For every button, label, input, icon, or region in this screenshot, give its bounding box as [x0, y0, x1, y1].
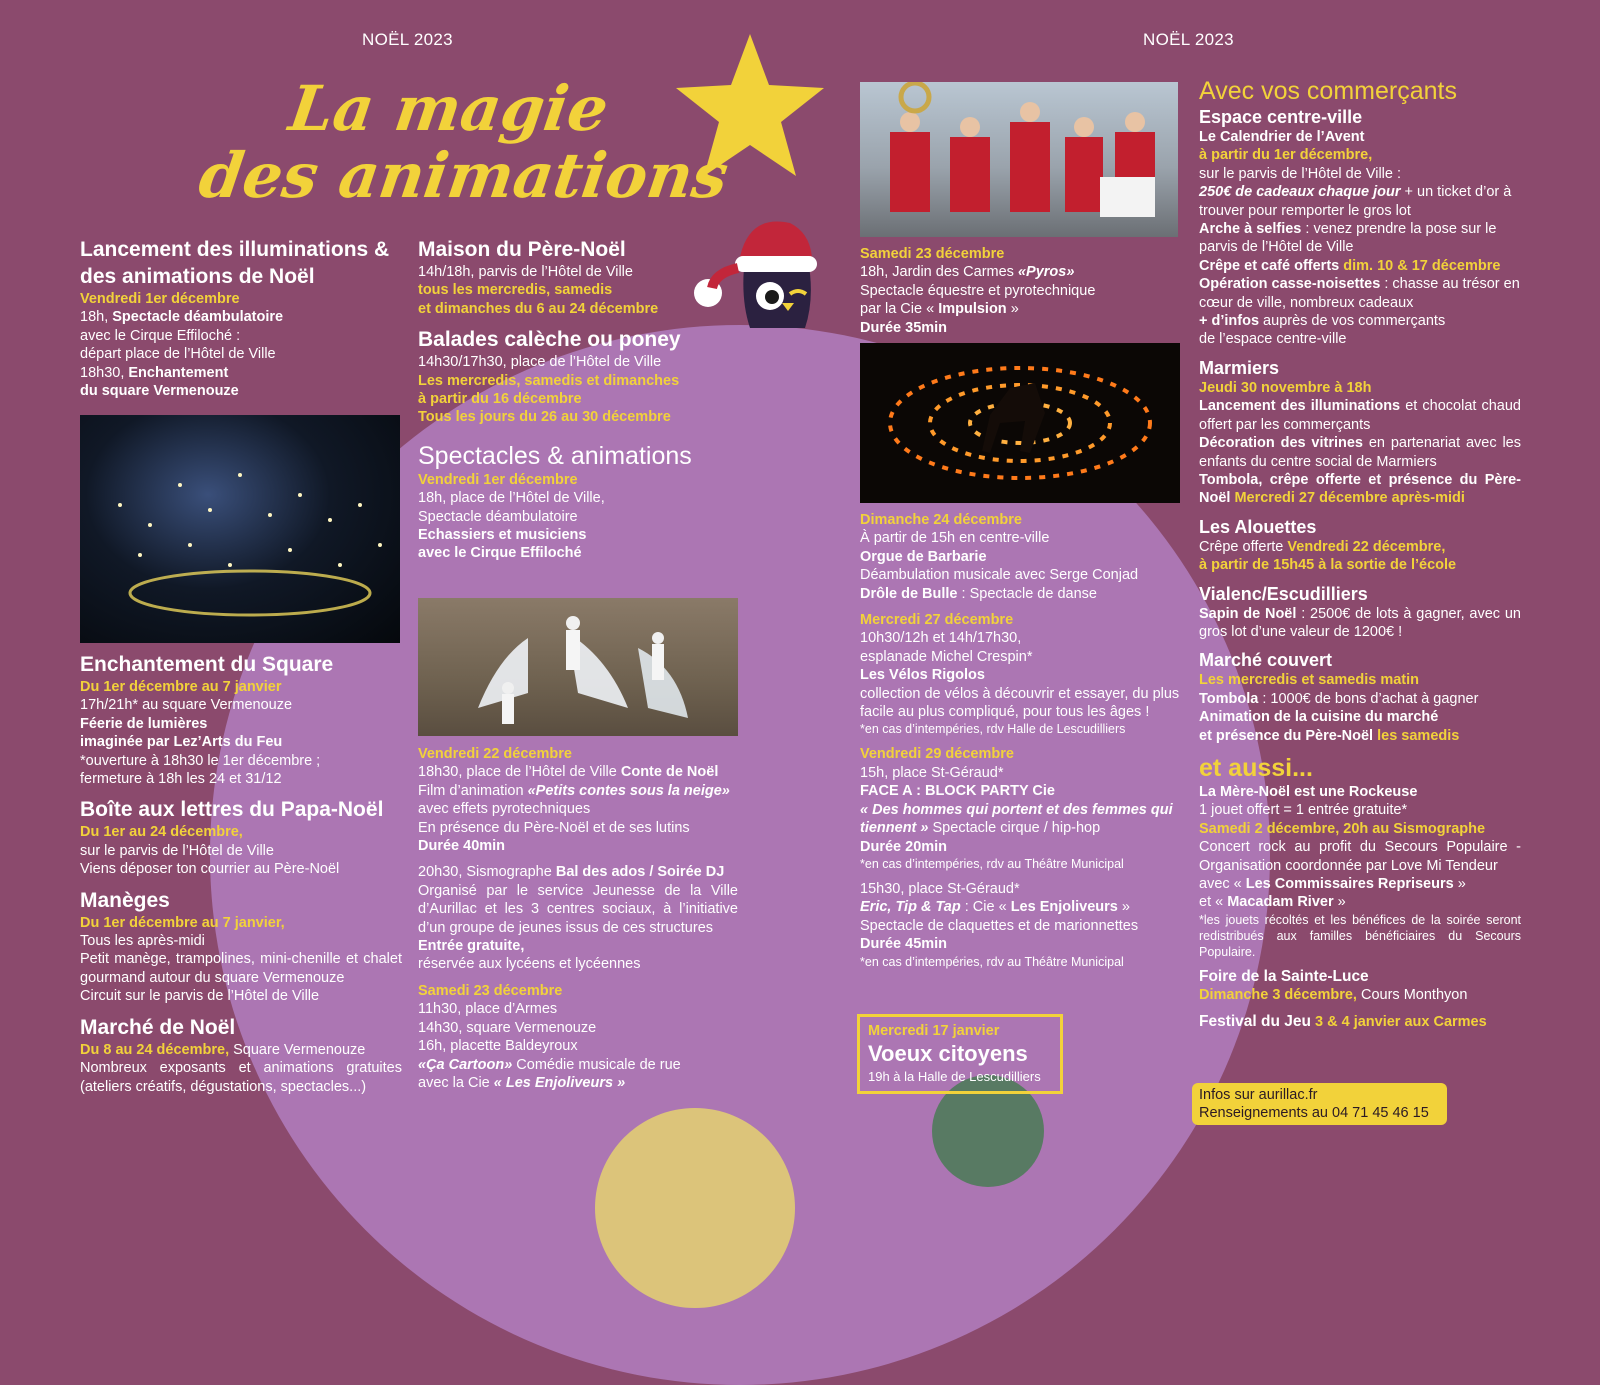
box-line: 19h à la Halle de Lescudilliers	[868, 1069, 1041, 1084]
event-line: Foire de la Sainte-Luce	[1199, 967, 1369, 985]
event-line: Tous les après-midi	[80, 933, 205, 950]
event-line: 10h30/12h et 14h/17h30,	[860, 630, 1022, 647]
event-line: + d’infos auprès de vos commerçants	[1199, 313, 1446, 330]
event-line: et « Macadam River »	[1199, 894, 1346, 911]
event-date: Jeudi 30 novembre à 18h	[1199, 379, 1372, 396]
event-date: Les mercredis et samedis matin	[1199, 672, 1420, 689]
event-line: Crêpe et café offerts dim. 10 & 17 décembre	[1199, 257, 1501, 274]
photo-illuminated-square	[80, 415, 400, 643]
section-heading: Marché de Noël	[80, 1015, 236, 1039]
section-heading: Manèges	[80, 888, 170, 912]
event-line: 17h/21h* au square Vermenouze	[80, 697, 293, 714]
event-line: 250€ de cadeaux chaque jour + un ticket d’or à trouver pour remporter le gros lot	[1199, 184, 1512, 219]
event-line: 11h30, place d’Armes	[418, 1001, 558, 1018]
event-line: Spectacle équestre et pyrotechnique	[860, 282, 1096, 299]
event-date: Du 1er au 24 décembre,	[80, 824, 243, 841]
event-line: Lancement des illuminations et chocolat chaud offert par les commerçants	[1199, 398, 1522, 433]
event-date: Samedi 23 décembre	[418, 982, 563, 999]
column-c	[860, 245, 1182, 337]
section-heading: et aussi...	[1199, 753, 1313, 782]
info-box	[1192, 1083, 1447, 1125]
event-date: Samedi 2 décembre, 20h au Sismographe	[1199, 820, 1486, 837]
event-line: avec la Cie « Les Enjoliveurs »	[418, 1074, 626, 1091]
event-line: Nombreux exposants et animations gratuites (ateliers créatifs, dégustations, spectacles...)	[80, 1060, 402, 1095]
event-line: *ouverture à 18h30 le 1er décembre ;	[80, 752, 321, 769]
event-line: par la Cie « Impulsion »	[860, 301, 1019, 318]
event-line: Animation de la cuisine du marché	[1199, 709, 1439, 726]
event-date: à partir du 16 décembre	[418, 391, 582, 408]
sand-bubble	[595, 1108, 795, 1308]
section-heading: Maison du Père-Noël	[418, 238, 626, 261]
header-left: NOËL 2023	[362, 30, 453, 49]
event-line: Arche à selfies : venez prendre la pose sur le parvis de l’Hôtel de Ville	[1199, 221, 1497, 256]
event-line: 15h30, place St-Géraud*	[860, 880, 1020, 897]
voeux-box	[857, 1014, 1063, 1094]
event-line: collection de vélos à découvrir et essayer, du plus facile au plus compliqué, pour tous les âges !	[860, 685, 1180, 721]
event-line: 18h30, place de l’Hôtel de Ville Conte de Noël	[418, 764, 719, 781]
event-date: Dimanche 24 décembre	[860, 512, 1022, 528]
event-line: 14h/18h, parvis de l’Hôtel de Ville	[418, 264, 633, 280]
section-heading: Vialenc/Escudilliers	[1199, 583, 1368, 604]
event-line: Tombola : 1000€ de bons d’achat à gagner	[1199, 690, 1479, 707]
event-date: Mercredi 27 décembre	[860, 612, 1014, 629]
title-line-2: des animations	[194, 139, 733, 212]
event-date: Vendredi 1er décembre	[80, 291, 240, 307]
event-line: 20h30, Sismographe Bal des ados / Soirée DJ	[418, 864, 725, 881]
event-line: sur le parvis de l’Hôtel de Ville :	[1199, 165, 1402, 182]
section-heading: Espace centre-ville	[1199, 107, 1363, 127]
section-heading: Spectacles & animations	[418, 441, 692, 470]
event-line: En présence du Père-Noël et de ses lutins	[418, 819, 690, 836]
event-line: Le Calendrier de l’Avent	[1199, 129, 1365, 145]
event-line: départ place de l’Hôtel de Ville	[80, 346, 276, 363]
event-line: Spectacle de claquettes et de marionnettes	[860, 917, 1139, 934]
event-line: Entrée gratuite,	[418, 938, 525, 955]
info-website[interactable]: Infos sur aurillac.fr	[1199, 1087, 1318, 1103]
event-note: *en cas d’intempéries, rdv Halle de Lescudilliers	[860, 722, 1126, 737]
event-line: Drôle de Bulle : Spectacle de danse	[860, 585, 1097, 602]
event-line: de l’espace centre-ville	[1199, 331, 1347, 348]
event-date: Samedi 23 décembre	[860, 246, 1005, 262]
event-line: du square Vermenouze	[80, 383, 239, 400]
event-line: Circuit sur le parvis de l’Hôtel de Ville	[80, 988, 320, 1005]
event-line: La Mère-Noël est une Rockeuse	[1199, 783, 1418, 800]
event-line: Film d’animation «Petits contes sous la neige»	[418, 782, 730, 799]
event-line: «Ça Cartoon» Comédie musicale de rue	[418, 1056, 681, 1073]
event-date: Les mercredis, samedis et dimanches	[418, 372, 680, 389]
event-line: 14h30/17h30, place de l’Hôtel de Ville	[418, 354, 662, 371]
photo-fire-horse	[860, 343, 1180, 503]
event-line: Durée 20min	[860, 838, 948, 855]
event-note: *les jouets récoltés et les bénéfices de la soirée seront redistribués aux familles bénéficiaires du Secours Populaire.	[1199, 912, 1521, 959]
event-line: 18h, place de l’Hôtel de Ville,	[418, 490, 605, 507]
event-line: À partir de 15h en centre-ville	[860, 530, 1050, 547]
section-heading: Marmiers	[1199, 357, 1280, 378]
event-line: Sapin de Noël : 2500€ de lots à gagner, avec un gros lot d’une valeur de 1200€ !	[1199, 605, 1521, 640]
photo-stilt-walkers	[418, 598, 738, 736]
event-line: 15h, place St-Géraud*	[860, 764, 1004, 781]
title-line-1: La magie	[284, 72, 613, 145]
event-date: à partir de 15h45 à la sortie de l’école	[1199, 557, 1457, 574]
event-line: Les Vélos Rigolos	[860, 667, 985, 684]
column-c-lower	[860, 511, 1182, 970]
header-right: NOËL 2023	[1143, 30, 1234, 49]
box-date: Mercredi 17 janvier	[868, 1023, 1000, 1039]
section-heading: Boîte aux lettres du Papa-Noël	[80, 798, 384, 822]
event-line: avec « Les Commissaires Repriseurs »	[1199, 876, 1466, 892]
event-line: « Des hommes qui portent et des femmes qui tiennent » Spectacle cirque / hip-hop	[860, 801, 1173, 837]
event-line: Durée 40min	[418, 838, 506, 855]
event-date: Vendredi 1er décembre	[418, 471, 578, 488]
section-heading: Marché couvert	[1199, 650, 1333, 671]
column-d	[1199, 76, 1521, 1031]
event-line: Du 8 au 24 décembre, Square Vermenouze	[80, 1041, 366, 1058]
event-line: Déambulation musicale avec Serge Conjad	[860, 567, 1139, 584]
event-line: Concert rock au profit du Secours Populaire - Organisation coordonnée par Love Mi Tendeur	[1199, 839, 1521, 874]
event-line: 18h, Spectacle déambulatoire	[80, 309, 284, 326]
event-line: esplanade Michel Crespin*	[860, 648, 1033, 665]
event-date: Vendredi 29 décembre	[860, 746, 1014, 763]
column-b	[418, 236, 738, 563]
event-line: sur le parvis de l’Hôtel de Ville	[80, 842, 274, 859]
event-line: réservée aux lycéens et lycéennes	[418, 956, 641, 973]
column-a-lower	[80, 651, 402, 1096]
event-date: à partir du 1er décembre,	[1199, 147, 1373, 164]
event-line: 16h, placette Baldeyroux	[418, 1038, 578, 1055]
event-line: 18h, Jardin des Carmes «Pyros»	[860, 264, 1075, 281]
event-line: Féerie de lumières	[80, 715, 208, 732]
event-line: fermeture à 18h les 24 et 31/12	[80, 771, 282, 788]
section-heading: Avec vos commerçants	[1199, 77, 1457, 105]
event-line: Dimanche 3 décembre, Cours Monthyon	[1199, 987, 1468, 1004]
section-heading: Balades calèche ou poney	[418, 328, 681, 352]
event-line: Echassiers et musiciens	[418, 527, 587, 544]
event-line: Opération casse-noisettes : chasse au trésor en cœur de ville, nombreux cadeaux	[1199, 276, 1520, 311]
box-title: Voeux citoyens	[868, 1041, 1028, 1066]
event-line: Orgue de Barbarie	[860, 548, 987, 565]
info-phone[interactable]: Renseignements au 04 71 45 46 15	[1199, 1105, 1429, 1121]
event-line: 1 jouet offert = 1 entrée gratuite*	[1199, 802, 1408, 819]
event-line: et présence du Père-Noël les samedis	[1199, 727, 1460, 744]
event-date: Du 1er décembre au 7 janvier	[80, 679, 282, 695]
event-line: 14h30, square Vermenouze	[418, 1019, 597, 1036]
event-line: Durée 45min	[860, 936, 948, 953]
event-date: tous les mercredis, samedis	[418, 282, 613, 299]
section-heading: Enchantement du Square	[80, 653, 334, 676]
section-heading: Les Alouettes	[1199, 516, 1317, 537]
star-icon	[672, 30, 828, 186]
event-line: Festival du Jeu 3 & 4 janvier aux Carmes	[1199, 1012, 1487, 1030]
photo-brass-band	[860, 82, 1178, 237]
event-note: *en cas d’intempéries, rdv au Théâtre Municipal	[860, 954, 1124, 969]
event-date: et dimanches du 6 au 24 décembre	[418, 300, 659, 317]
event-line: Petit manège, trampolines, mini-chenille et chalet gourmand autour du square Vermenouze	[80, 951, 402, 986]
column-b-lower	[418, 745, 738, 1092]
column-a	[80, 236, 402, 400]
event-line: Tombola, crêpe offerte et présence du Père-Noël Mercredi 27 décembre après-midi	[1199, 471, 1521, 507]
event-line: 18h30, Enchantement	[80, 364, 229, 381]
event-line: Crêpe offerte Vendredi 22 décembre,	[1199, 538, 1446, 555]
event-line: Organisé par le service Jeunesse de la Ville d’Aurillac et les 3 centres sociaux, à l’initiative d’un groupe de jeunes issus de ces structures	[418, 882, 738, 936]
event-date: Du 1er décembre au 7 janvier,	[80, 914, 285, 931]
event-line: avec le Cirque Effiloché	[418, 545, 582, 562]
event-line: Durée 35min	[860, 319, 948, 336]
event-line: avec effets pyrotechniques	[418, 801, 591, 818]
event-line: Spectacle déambulatoire	[418, 508, 578, 525]
event-line: Décoration des vitrines en partenariat avec les enfants du centre social de Marmiers	[1199, 435, 1521, 470]
event-note: *en cas d’intempéries, rdv au Théâtre Municipal	[860, 856, 1124, 871]
event-date: Vendredi 22 décembre	[418, 746, 572, 762]
event-line: imaginée par Lez’Arts du Feu	[80, 734, 283, 751]
section-heading: Lancement des illuminations & des animations de Noël	[80, 238, 390, 288]
event-line: FACE A : BLOCK PARTY Cie	[860, 783, 1055, 800]
event-line: avec le Cirque Effiloché :	[80, 327, 241, 344]
event-line: Viens déposer ton courrier au Père-Noël	[80, 861, 340, 878]
event-line: Eric, Tip & Tap : Cie « Les Enjoliveurs »	[860, 899, 1130, 916]
event-date: Tous les jours du 26 au 30 décembre	[418, 409, 671, 426]
